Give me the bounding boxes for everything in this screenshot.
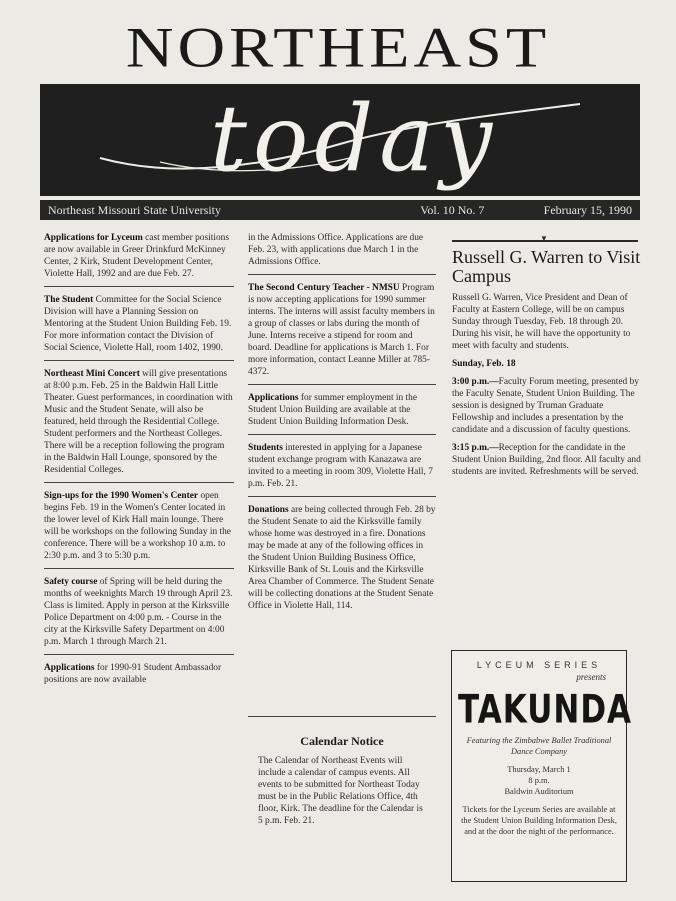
notice-item: The Second Century Teacher - NMSU Program is now accepting applications for 1990 summer interns. The interns will assist faculty members in a group of classes or labs during the month of June. Interns receive a stipend for room and board. Deadline for applications is March 1. For more information, contact Leanne Miller at 785-4372.: [248, 283, 435, 377]
divider: [248, 384, 436, 385]
lyceum-advertisement: [451, 650, 633, 882]
calendar-notice-title: Calendar Notice: [300, 734, 384, 748]
divider: [44, 360, 234, 361]
divider: [44, 654, 234, 655]
masthead-today-band: [40, 84, 640, 196]
notice-item: in the Admissions Office. Applications are due Feb. 23, with applications due March 1 in the Admissions Office.: [248, 233, 424, 267]
ad-tickets: Tickets for the Lyceum Series are available at the Student Union Building Information Desk, and at the door the night of the performance.: [461, 805, 617, 836]
feature-headline: Russell G. Warren to Visit Campus: [452, 247, 641, 286]
divider: [248, 496, 436, 497]
ad-venue: Baldwin Auditorium: [504, 787, 574, 796]
volume-number: Vol. 10 No. 7: [420, 203, 485, 217]
notice-item: Applications for Lyceum cast member positions are now available in Greer Drinkfurd McKinney Center, 2 Kirk, Student Development Center, Violette Hall, 1992 and are due Feb. 27.: [44, 233, 229, 279]
ad-play-title: TAKUNDA: [458, 687, 633, 733]
divider: [44, 482, 234, 483]
calendar-notice-text: The Calendar of Northeast Events will include a calendar of campus events. All events to be submitted for Northeast Today must be in the Public Relations Office, 4th floor, Kirk. The deadline for the Calendar is 5 p.m. Feb. 21.: [258, 756, 423, 826]
ad-time: 8 p.m.: [528, 776, 550, 785]
notice-item: Applications for 1990-91 Student Ambassador positions are now available: [44, 663, 222, 685]
column-left: [44, 232, 234, 692]
divider: [248, 274, 436, 275]
ad-series-name: LYCEUM SERIES: [476, 660, 602, 670]
feature-intro: Russell G. Warren, Vice President and Dean of Faculty at Eastern College, will be on campus Sunday through Tuesday, Feb. 18 through 20. During his visit, he will have the opportunity to meet with faculty and students.: [452, 293, 631, 351]
notice-item: Applications for summer employment in the Student Union Building are available at the Student Union Building Information Desk.: [248, 393, 418, 427]
masthead-subtitle: today: [210, 85, 499, 192]
divider: [248, 434, 436, 435]
notice-item: Northeast Mini Concert will give presentations at 8:00 p.m. Feb. 25 in the Baldwin Hall Little Theater. Guest performances, in coordination with Music and the Student Senate, will also be featured, held through the Residential College. Student performers and the Northeast Colleges. There will be a reception following the program in the Baldwin Hall Lounge, sponsored by the Residential Colleges.: [44, 369, 233, 475]
ad-presents: presents: [576, 672, 606, 682]
ad-description: Featuring the Zimbabwe Ballet Traditional Dance Company: [466, 736, 612, 756]
notice-item: Sign-ups for the 1990 Women's Center open begins Feb. 19 in the Women's Center located in the lower level of Kirk Hall main lounge. There will be workshops on the following Sunday in the conference. There will be a workshop 10 a.m. to 2:30 p.m. and 3 to 5:30 p.m.: [44, 491, 231, 561]
notice-item: Safety course of Spring will be held during the months of weeknights March 19 through April 23. Class is limited. Apply in person at the Kirksville Police Department on 4:00 p.m. - Course in the city at the Kirksville Safety Department on 4:00 p.m. March 1 through March 21.: [44, 577, 233, 647]
divider: [44, 286, 234, 287]
schedule-day: Sunday, Feb. 18: [452, 359, 516, 369]
issue-date: February 15, 1990: [543, 203, 632, 217]
schedule-entry: 3:00 p.m.—Faculty Forum meeting, presented by the Faculty Senate, Student Union Building. The session is designed by Truman Graduate Fellowship and includes a presentation by the candidate and a discussion of faculty questions.: [452, 377, 639, 435]
column-middle: [248, 232, 436, 618]
masthead-title: NORTHEAST: [125, 16, 551, 80]
divider: [44, 568, 234, 569]
schedule-entry: 3:15 p.m.—Reception for the candidate in the Student Union Building, 2nd floor. All faculty and students are invited. Refreshments will be served.: [452, 443, 641, 477]
university-name: Northeast Missouri State University: [48, 203, 221, 217]
calendar-notice-box: [248, 716, 436, 886]
ornament-icon: ▼: [540, 234, 548, 243]
notice-item: Donations are being collected through Feb. 28 by the Student Senate to aid the Kirksville family whose home was destroyed in a fire. Donations may be made at any of the following offices in the Student Union Building Business Office, Kirksville Bank of St. Louis and the Kirksville Area Chamber of Commerce. The Student Senate will be collecting donations at the Student Senate Office in Violette Hall, 114.: [248, 505, 436, 611]
notice-item: Students interested in applying for a Japanese student exchange program with Kanazawa are invited to a meeting in room 309, Violette Hall, 7 p.m. Feb. 21.: [248, 443, 433, 489]
notice-item: The Student Committee for the Social Science Division will have a Planning Session on Mentoring at the Student Union Building Feb. 19. For more information contact the Division of Social Science, Violette Hall, room 1402, 1990.: [44, 295, 232, 353]
issue-info-bar: [40, 200, 640, 220]
ad-date: Thursday, March 1: [507, 765, 571, 774]
column-right: [452, 248, 642, 484]
